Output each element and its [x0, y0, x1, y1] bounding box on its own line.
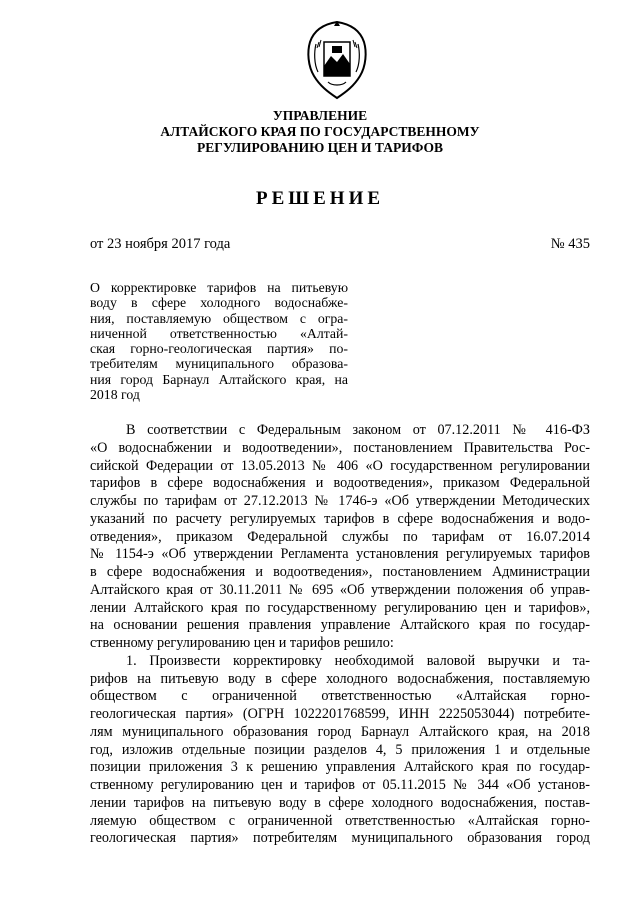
- body-line: «О водоснабжении и водоотведении», постановлением Правительства Рос-: [90, 439, 590, 456]
- document-number: № 435: [550, 236, 590, 252]
- subject-line: ниченной ответственностью «Алтай-: [90, 325, 348, 341]
- body-line: позиции приложения 3 к решению управления Алтайского края по государ-: [90, 759, 590, 776]
- body-line: лении Алтайского края по государственному регулированию цен и тарифов»,: [90, 599, 590, 616]
- body-line: 1. Произвести корректировку необходимой валовой выручки и та-: [126, 652, 590, 669]
- body-line: обществом с ограниченной ответственностью «Алтайская горно-: [90, 688, 590, 705]
- body-line: ственному регулированию цен и тарифов от 05.11.2015 № 344 «Об установ-: [90, 777, 590, 793]
- coat-of-arms-emblem: [302, 20, 372, 100]
- body-line: ственному регулированию цен и тарифов решило:: [90, 635, 394, 651]
- subject-line: воду в сфере холодного водоснабже-: [90, 295, 348, 311]
- document-date: от 23 ноября 2017 года: [90, 236, 231, 252]
- body-line: отведения», приказом Федеральной службы по тарифам от 16.07.2014: [90, 528, 590, 545]
- org-name-line-1: УПРАВЛЕНИЕ: [272, 108, 368, 123]
- body-line: сийской Федерации от 13.05.2013 № 406 «О государственном регулировании: [90, 457, 590, 474]
- org-name-line-3: РЕГУЛИРОВАНИЮ ЦЕН И ТАРИФОВ: [196, 140, 444, 155]
- body-line: службы по тарифам от 27.12.2013 № 1746-э «Об утверждении Методических: [90, 493, 590, 509]
- body-line: В соответствии с Федеральным законом от 07.12.2011 № 416-ФЗ: [126, 422, 590, 438]
- body-line: на основании решения правления управление Алтайского края по государ-: [90, 617, 590, 634]
- body-line: геологическая партия» (ОГРН 1022201768599, ИНН 2225053044) потребите-: [90, 706, 590, 722]
- subject-line: О корректировке тарифов на питьевую: [90, 280, 348, 295]
- subject-line: ния, поставляемую обществом с огра-: [90, 310, 348, 326]
- body-line: ляемую обществом с ограниченной ответственностью «Алтайская горно-: [90, 812, 590, 829]
- subject-line: 2018 год: [90, 387, 140, 403]
- document-title: РЕШЕНИЕ: [255, 188, 385, 209]
- document-subject: [90, 280, 348, 402]
- body-line: указаний по расчету регулируемых тарифов в сфере водоснабжения и водо-: [90, 510, 590, 527]
- body-line: геологическая партия» потребителям муниципального образования город: [90, 830, 590, 847]
- body-line: тарифов в сфере водоснабжения и водоотведения», приказом Федеральной: [90, 475, 590, 492]
- body-line: лям муниципального образования город Барнаул Алтайского края, на 2018: [90, 723, 590, 740]
- body-line: год, изложив отдельные позиции разделов 4, 5 приложения 1 и отдельные: [90, 741, 590, 758]
- body-line: рифов на питьевую воду в сфере холодного водоснабжения, поставляемую: [90, 670, 590, 687]
- body-line: Алтайского края от 30.11.2011 № 695 «Об утверждении положения об управ-: [90, 581, 590, 598]
- subject-line: требителям муниципального образова-: [90, 356, 348, 372]
- subject-line: ская горно-геологическая партия» по-: [90, 341, 348, 357]
- body-line: № 1154-э «Об утверждении Регламента установления регулируемых тарифов: [90, 546, 590, 563]
- org-name-line-2: АЛТАЙСКОГО КРАЯ ПО ГОСУДАРСТВЕННОМУ: [160, 124, 480, 139]
- subject-line: ния город Барнаул Алтайского края, на: [90, 371, 348, 387]
- body-line: в сфере водоснабжения и водоотведения», постановлением Администрации: [90, 564, 590, 580]
- body-line: лении тарифов на питьевую воду в сфере холодного водоснабжения, постав-: [90, 794, 590, 811]
- document-body: [90, 422, 590, 848]
